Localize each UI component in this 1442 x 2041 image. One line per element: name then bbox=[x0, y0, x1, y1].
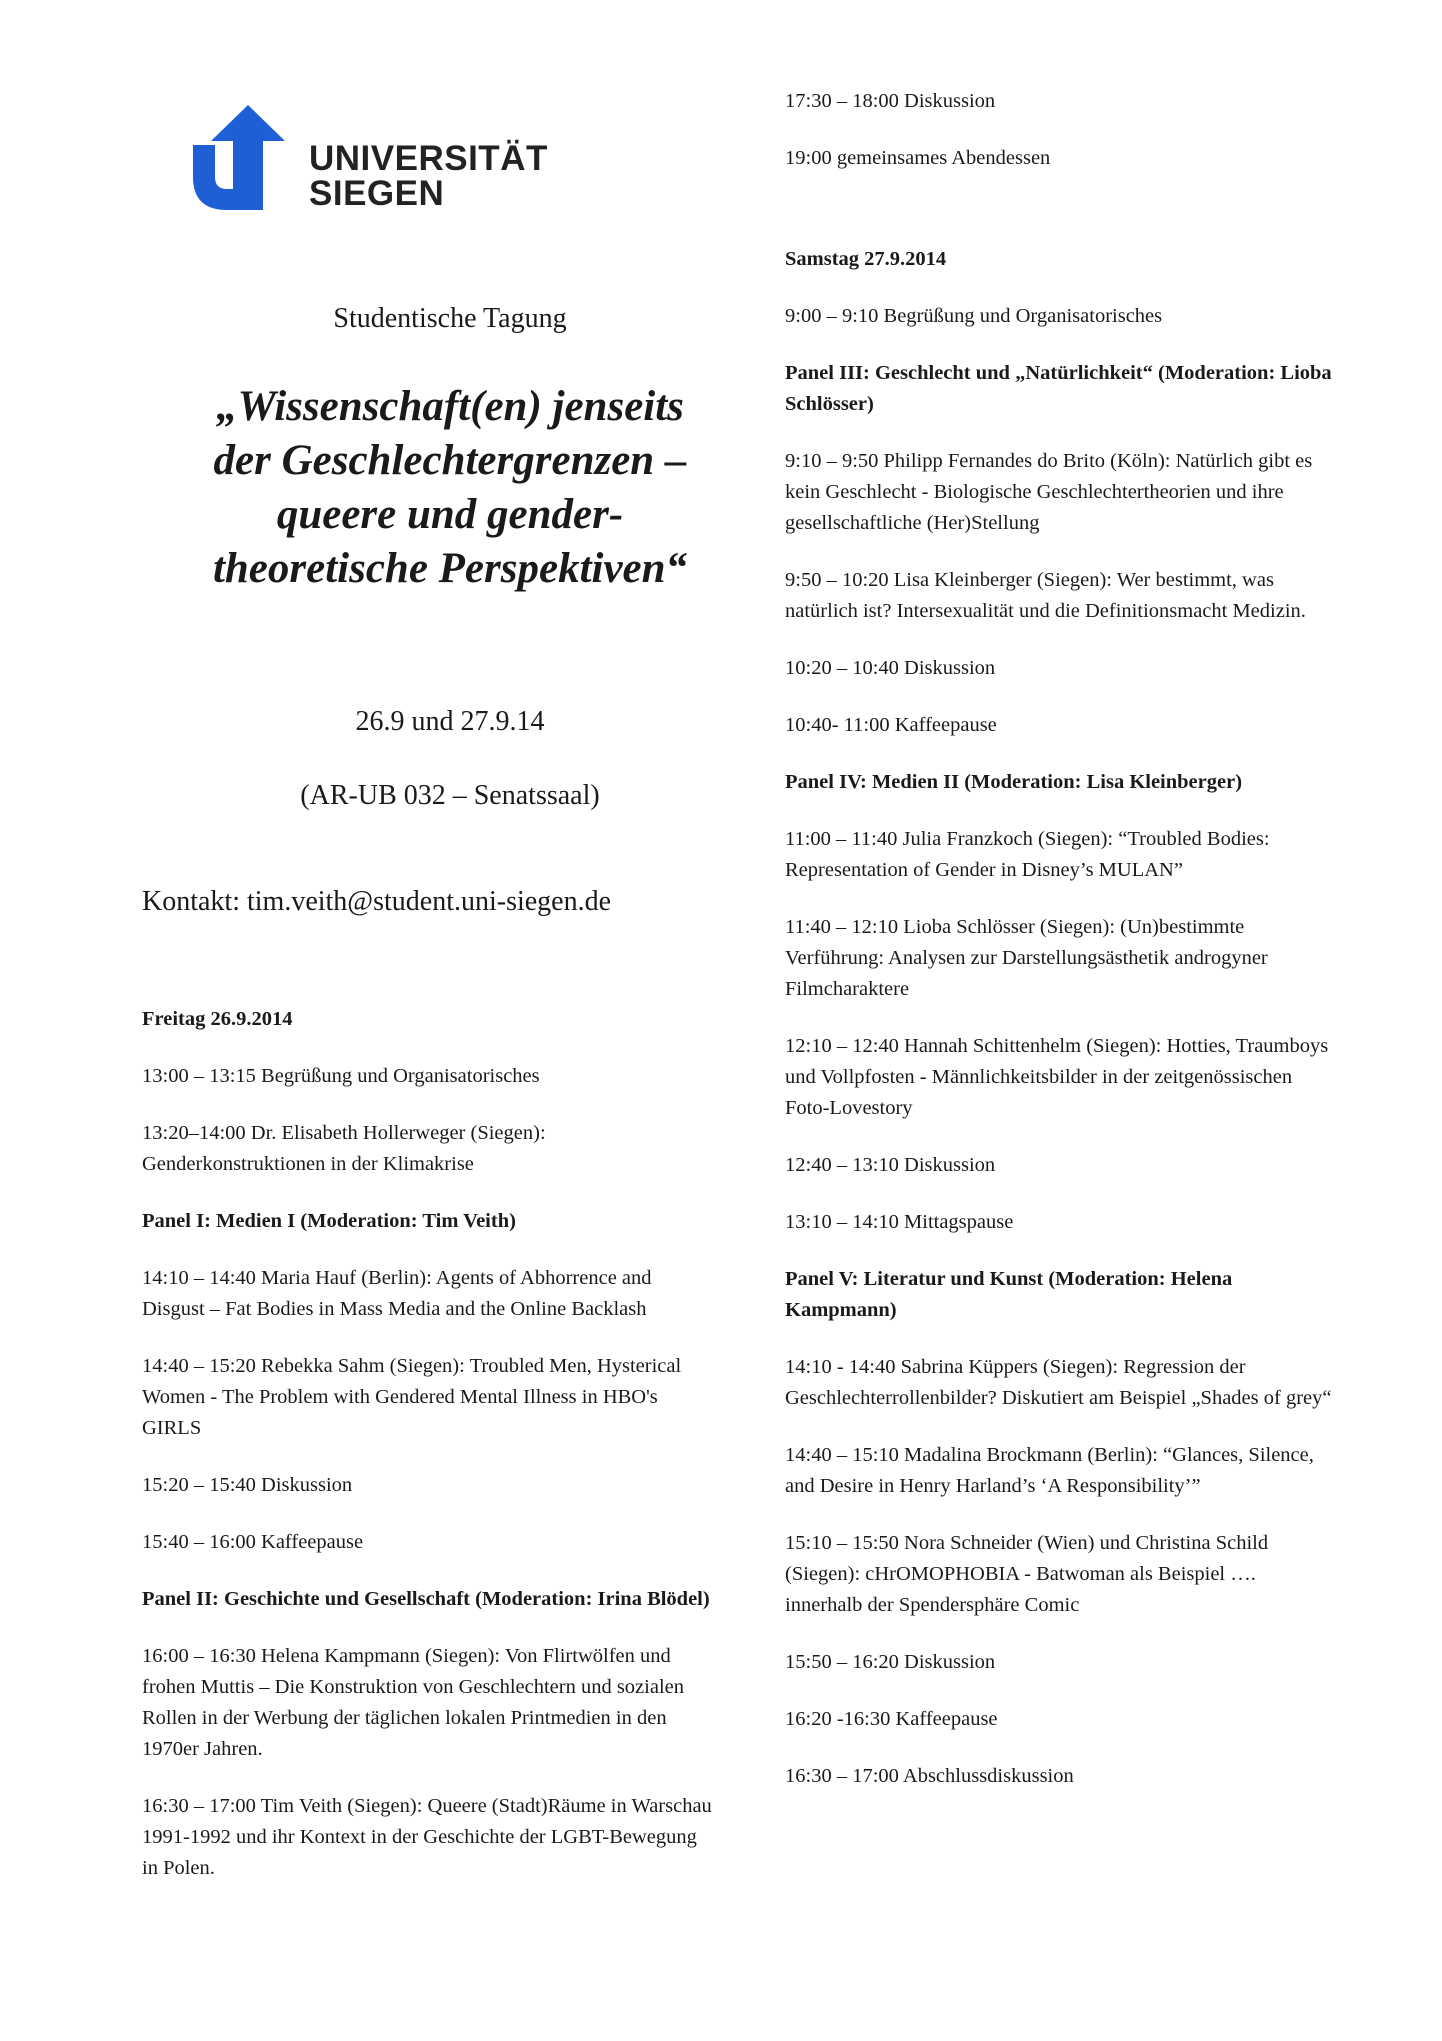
schedule-item: 16:30 – 17:00 Abschlussdiskussion bbox=[785, 1765, 1074, 1787]
schedule-item: 14:10 - 14:40 Sabrina Küppers (Siegen): Regression der Geschlechterrollenbilder? Diskutiert am Beispiel „Shades of grey“ bbox=[785, 1356, 1332, 1409]
schedule-heading: Samstag 27.9.2014 bbox=[785, 248, 947, 270]
event-dates: 26.9 und 27.9.14 bbox=[355, 706, 545, 737]
schedule-item: 15:20 – 15:40 Diskussion bbox=[142, 1474, 353, 1496]
schedule-item: 13:20–14:00 Dr. Elisabeth Hollerweger (Siegen): Genderkonstruktionen in der Klimakrise bbox=[142, 1122, 546, 1175]
schedule-item: 16:20 -16:30 Kaffeepause bbox=[785, 1708, 998, 1730]
schedule-item: 12:10 – 12:40 Hannah Schittenhelm (Siegen): Hotties, Traumboys und Vollpfosten - Männlichkeitsbilder in der zeitgenössischen Foto-Lovestory bbox=[785, 1035, 1329, 1119]
event-subtitle: Studentische Tagung bbox=[333, 303, 567, 334]
title-line-4: theoretische Perspektiven“ bbox=[212, 545, 688, 592]
schedule-item: 13:00 – 13:15 Begrüßung und Organisatorisches bbox=[142, 1065, 540, 1087]
schedule-item: 12:40 – 13:10 Diskussion bbox=[785, 1154, 996, 1176]
title-line-3: queere und gender- bbox=[276, 491, 624, 538]
schedule-item: 11:00 – 11:40 Julia Franzkoch (Siegen): “Troubled Bodies: Representation of Gender in Disney’s MULAN” bbox=[785, 828, 1270, 881]
schedule-item: 14:40 – 15:10 Madalina Brockmann (Berlin): “Glances, Silence, and Desire in Henry Harland’s ‘A Responsibility’” bbox=[785, 1444, 1314, 1497]
schedule-item: 15:10 – 15:50 Nora Schneider (Wien) und Christina Schild (Siegen): cHrOMOPHOBIA - Batwoman als Beispiel …. innerhalb der Spendersphäre Comic bbox=[785, 1532, 1269, 1616]
schedule-item: 19:00 gemeinsames Abendessen bbox=[785, 147, 1051, 169]
university-logo-text bbox=[309, 141, 548, 211]
schedule-item: 17:30 – 18:00 Diskussion bbox=[785, 90, 996, 112]
schedule-item: 14:10 – 14:40 Maria Hauf (Berlin): Agents of Abhorrence and Disgust – Fat Bodies in Mass Media and the Online Backlash bbox=[142, 1267, 652, 1320]
logo-line-1: UNIVERSITÄT bbox=[309, 139, 548, 178]
event-title bbox=[142, 380, 758, 596]
schedule-item: 10:20 – 10:40 Diskussion bbox=[785, 657, 996, 679]
schedule-item: 15:40 – 16:00 Kaffeepause bbox=[142, 1531, 364, 1553]
schedule-item: 9:50 – 10:20 Lisa Kleinberger (Siegen): Wer bestimmt, was natürlich ist? Intersexualität und die Definitionsmacht Medizin. bbox=[785, 569, 1306, 622]
logo-line-2: SIEGEN bbox=[309, 174, 445, 213]
university-logo-icon bbox=[193, 105, 303, 210]
schedule-item: 13:10 – 14:10 Mittagspause bbox=[785, 1211, 1014, 1233]
title-line-1: „Wissenschaft(en) jenseits bbox=[216, 383, 684, 430]
schedule-heading: Panel I: Medien I (Moderation: Tim Veith) bbox=[142, 1210, 516, 1232]
schedule-heading: Freitag 26.9.2014 bbox=[142, 1008, 293, 1030]
title-line-2: der Geschlechtergrenzen – bbox=[213, 437, 687, 484]
event-room: (AR-UB 032 – Senatssaal) bbox=[300, 780, 600, 811]
schedule-item: 15:50 – 16:20 Diskussion bbox=[785, 1651, 996, 1673]
schedule-heading: Panel IV: Medien II (Moderation: Lisa Kleinberger) bbox=[785, 771, 1243, 793]
schedule-spacer bbox=[785, 200, 1335, 218]
schedule-item: 9:10 – 9:50 Philipp Fernandes do Brito (Köln): Natürlich gibt es kein Geschlecht - Biologische Geschlechtertheorien und ihre gesellschaftliche (Her)Stellung bbox=[785, 450, 1313, 534]
schedule-heading: Panel V: Literatur und Kunst (Moderation: Helena Kampmann) bbox=[785, 1268, 1233, 1321]
schedule-item: 11:40 – 12:10 Lioba Schlösser (Siegen): (Un)bestimmte Verführung: Analysen zur Darstellungsästhetik androgyner Filmcharaktere bbox=[785, 916, 1268, 1000]
schedule-saturday bbox=[785, 86, 1335, 1818]
schedule-item: 16:00 – 16:30 Helena Kampmann (Siegen): Von Flirtwölfen und frohen Muttis – Die Konstruktion von Geschlechtern und sozialen Rollen in der Werbung der täglichen lokalen Printmedien in den 1970er Jahren. bbox=[142, 1645, 684, 1760]
contact-info: Kontakt: tim.veith@student.uni-siegen.de bbox=[142, 886, 612, 917]
schedule-item: 9:00 – 9:10 Begrüßung und Organisatorisches bbox=[785, 305, 1163, 327]
university-logo bbox=[193, 105, 573, 215]
schedule-heading: Panel III: Geschlecht und „Natürlichkeit“ (Moderation: Lioba Schlösser) bbox=[785, 362, 1332, 415]
schedule-friday bbox=[142, 1004, 712, 1910]
schedule-item: 10:40- 11:00 Kaffeepause bbox=[785, 714, 997, 736]
schedule-item: 14:40 – 15:20 Rebekka Sahm (Siegen): Troubled Men, Hysterical Women - The Problem with Gendered Mental Illness in HBO's GIRLS bbox=[142, 1355, 682, 1439]
schedule-heading: Panel II: Geschichte und Gesellschaft (Moderation: Irina Blödel) bbox=[142, 1588, 710, 1610]
schedule-item: 16:30 – 17:00 Tim Veith (Siegen): Queere (Stadt)Räume in Warschau 1991-1992 und ihr Kontext in der Geschichte der LGBT-Bewegung in Polen. bbox=[142, 1795, 712, 1879]
